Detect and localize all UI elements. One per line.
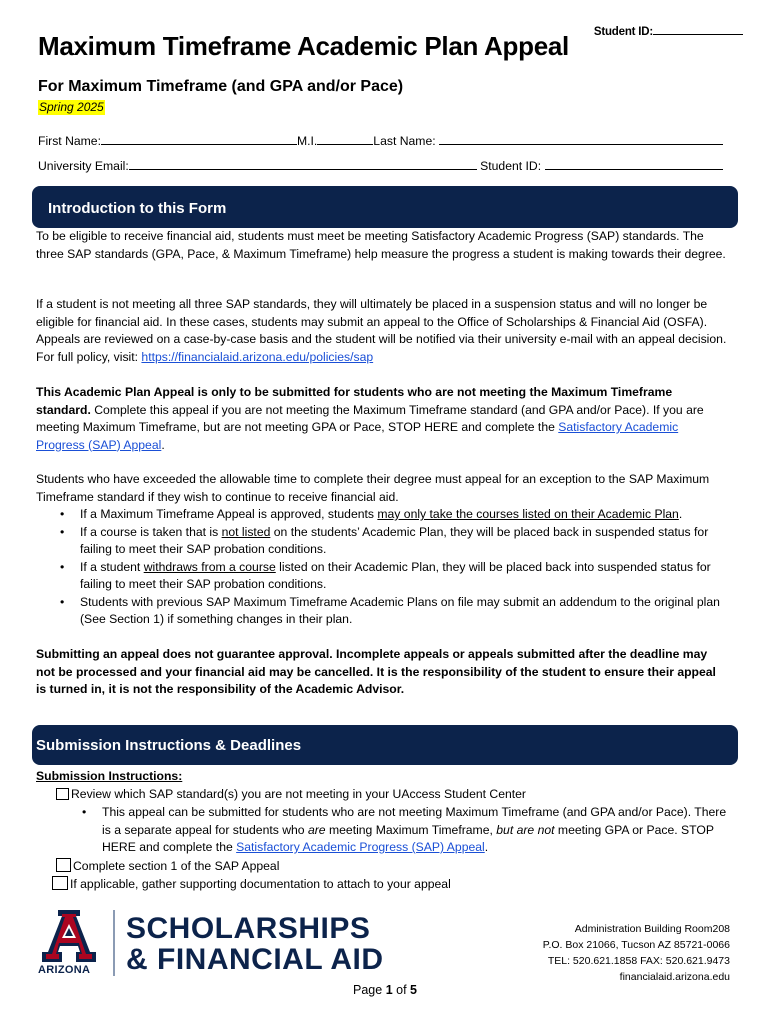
sub-bullet-text-d: . (484, 840, 489, 854)
bullet-icon: • (60, 524, 65, 539)
sap-policy-link[interactable]: https://financialaid.arizona.edu/policies/sap (141, 349, 374, 364)
student-id-top-field[interactable] (653, 22, 743, 35)
checklist-3-text: If applicable, gather supporting documentation to attach to your appeal (70, 877, 451, 891)
term-label: Spring 2025 (39, 100, 104, 114)
bullet-1-end: . (678, 507, 683, 521)
student-id-field[interactable] (545, 157, 723, 170)
checkbox-icon[interactable] (56, 788, 69, 800)
student-id-label-2: Student ID: (480, 159, 542, 173)
rules-list (36, 506, 728, 629)
student-id-label: Student ID: (593, 26, 653, 38)
address-line-1: Administration Building Room208 (574, 923, 730, 935)
list-item (36, 559, 728, 594)
name-fields-row (38, 132, 723, 151)
intro-p2-text: If a student is not meeting all three SAP standards, they will ultimately be placed in a suspension status and will no longer be eligible for financial aid. In these cases, students may submit an appeal to the Office of Scholarships & Financial Aid (OSFA). Appeals are reviewed on a case-by-case basis and the student will be notified via their university e-mail with an appeal decision. For full policy, visit: (36, 297, 727, 364)
address-line-2: P.O. Box 21066, Tucson AZ 85721-0066 (542, 939, 730, 951)
bullet-2-end: on the students’ Academic Plan, they will be placed back in suspended status for failing to meet their SAP probation conditions. (80, 524, 709, 556)
page-subtitle: For Maximum Timeframe (and GPA and/or Pace) (38, 78, 404, 95)
page-title: Maximum Timeframe Academic Plan Appeal (38, 31, 569, 61)
email-label: University Email: (38, 159, 129, 173)
checklist-sublist (56, 804, 728, 857)
arizona-a-logo-icon (38, 908, 100, 964)
list-item (36, 524, 728, 559)
submission-subheading-text: Submission Instructions: (36, 769, 183, 783)
intro-paragraph-4: Students who have exceeded the allowable time to complete their degree must appeal for an exception to the SAP Maximum Timeframe standard if they wish to continue to receive financial aid. (36, 472, 710, 504)
page-current: 1 (385, 983, 393, 997)
intro-p3-end: . (161, 437, 165, 452)
checkbox-icon[interactable] (56, 858, 71, 872)
bullet-icon: • (82, 805, 87, 819)
bullet-1-text: If a Maximum Timeframe Appeal is approved, students (80, 507, 378, 521)
email-field[interactable] (129, 157, 477, 170)
osfa-logo-text (126, 913, 384, 975)
bullet-4-text: Students with previous SAP Maximum Timeframe Academic Plans on file may submit an addendum to the original plan (See Section 1) if something changes in their plan. (80, 594, 720, 626)
checklist-item-2 (56, 858, 279, 876)
sub-bullet-italic-1: are (307, 822, 326, 837)
address-line-4: financialaid.arizona.edu (619, 971, 730, 983)
checklist-item-3 (52, 876, 451, 894)
list-item (36, 506, 728, 524)
sap-appeal-link[interactable]: Satisfactory Academic Progress (SAP) Appeal (36, 420, 679, 452)
bullet-icon: • (60, 594, 65, 609)
last-name-field[interactable] (439, 132, 723, 145)
last-name-label: Last Name: (373, 134, 436, 148)
bullet-icon: • (60, 507, 65, 521)
intro-paragraph-1: To be eligible to receive financial aid, students must meet be meeting Satisfactory Academic Progress (SAP) standards. The three SAP standards (GPA, Pace, & Maximum Timeframe) help measure the progress a student is making towards their degree. (36, 229, 726, 261)
mi-field[interactable] (317, 132, 373, 145)
intro-p3-text: Complete this appeal if you are not meeting the Maximum Timeframe standard (and GPA and/or Pace). If you are meeting Maximum Timeframe, but are not meeting GPA or Pace, STOP HERE and complete the (36, 402, 704, 434)
submission-banner (32, 725, 738, 765)
page-total: 5 (410, 983, 417, 997)
bullet-icon: • (60, 559, 65, 574)
intro-heading: Introduction to this Form (48, 200, 227, 217)
logo-line-2: & FINANCIAL AID (126, 943, 384, 976)
page-number (0, 982, 770, 1000)
checkbox-icon[interactable] (52, 876, 68, 890)
sap-appeal-link-2[interactable]: Satisfactory Academic Progress (SAP) Appeal (236, 840, 485, 854)
logo-divider (113, 910, 115, 976)
logo-line-1: SCHOLARSHIPS (126, 912, 371, 945)
bullet-3-text: If a student (80, 559, 144, 574)
list-item (56, 804, 728, 857)
student-id-top (594, 22, 743, 42)
warning-paragraph: Submitting an appeal does not guarantee approval. Incomplete appeals or appeals submitted after the deadline may not be processed and your financial aid may be cancelled. It is the responsibility of the student to ensure their appeal is turned in, it is not the responsibility of the Academic Advisor. (36, 647, 716, 696)
submission-heading: Submission Instructions & Deadlines (36, 737, 302, 754)
bullet-2-text: If a course is taken that is (80, 524, 222, 539)
bullet-3-underline: withdraws from a course (143, 559, 276, 574)
office-address (543, 921, 730, 985)
checklist-item-1 (56, 786, 526, 804)
checklist-1-text: Review which SAP standard(s) you are not meeting in your UAccess Student Center (71, 787, 526, 801)
sub-bullet-italic-2: but are not (496, 822, 555, 837)
bullet-2-underline: not listed (221, 524, 271, 539)
intro-banner (32, 186, 738, 228)
arizona-wordmark: ARIZONA (38, 964, 91, 976)
mi-label: M.I. (296, 134, 318, 148)
intro-p3-bold: This Academic Plan Appeal is only to be submitted for students who are not meeting the Maximum Timeframe standard. (36, 385, 673, 417)
sub-bullet-text-a: This appeal can be submitted for students who are not meeting Maximum Timeframe (and GPA and/or Pace). There is a separate appeal for students who (102, 805, 727, 837)
sub-bullet-text-b: meeting Maximum Timeframe, (325, 822, 497, 837)
page-prefix: Page (353, 983, 386, 997)
first-name-field[interactable] (101, 132, 297, 145)
bullet-3-end: listed on their Academic Plan, they will be placed back into suspended status for failing to meet their SAP probation conditions. (80, 559, 711, 591)
bullet-1-underline: may only take the courses listed on their Academic Plan (377, 507, 679, 521)
email-fields-row (38, 157, 723, 176)
intro-paragraph-2 (36, 296, 728, 366)
submission-subheading (36, 768, 182, 786)
address-line-3: TEL: 520.621.1858 FAX: 520.621.9473 (547, 955, 730, 967)
sub-bullet-text-c: meeting GPA or Pace. STOP HERE and complete the (102, 822, 714, 854)
checklist-2-text: Complete section 1 of the SAP Appeal (73, 859, 280, 873)
page-mid: of (392, 983, 411, 997)
list-item (36, 594, 728, 629)
intro-paragraph-3 (36, 384, 728, 454)
first-name-label: First Name: (38, 134, 101, 148)
